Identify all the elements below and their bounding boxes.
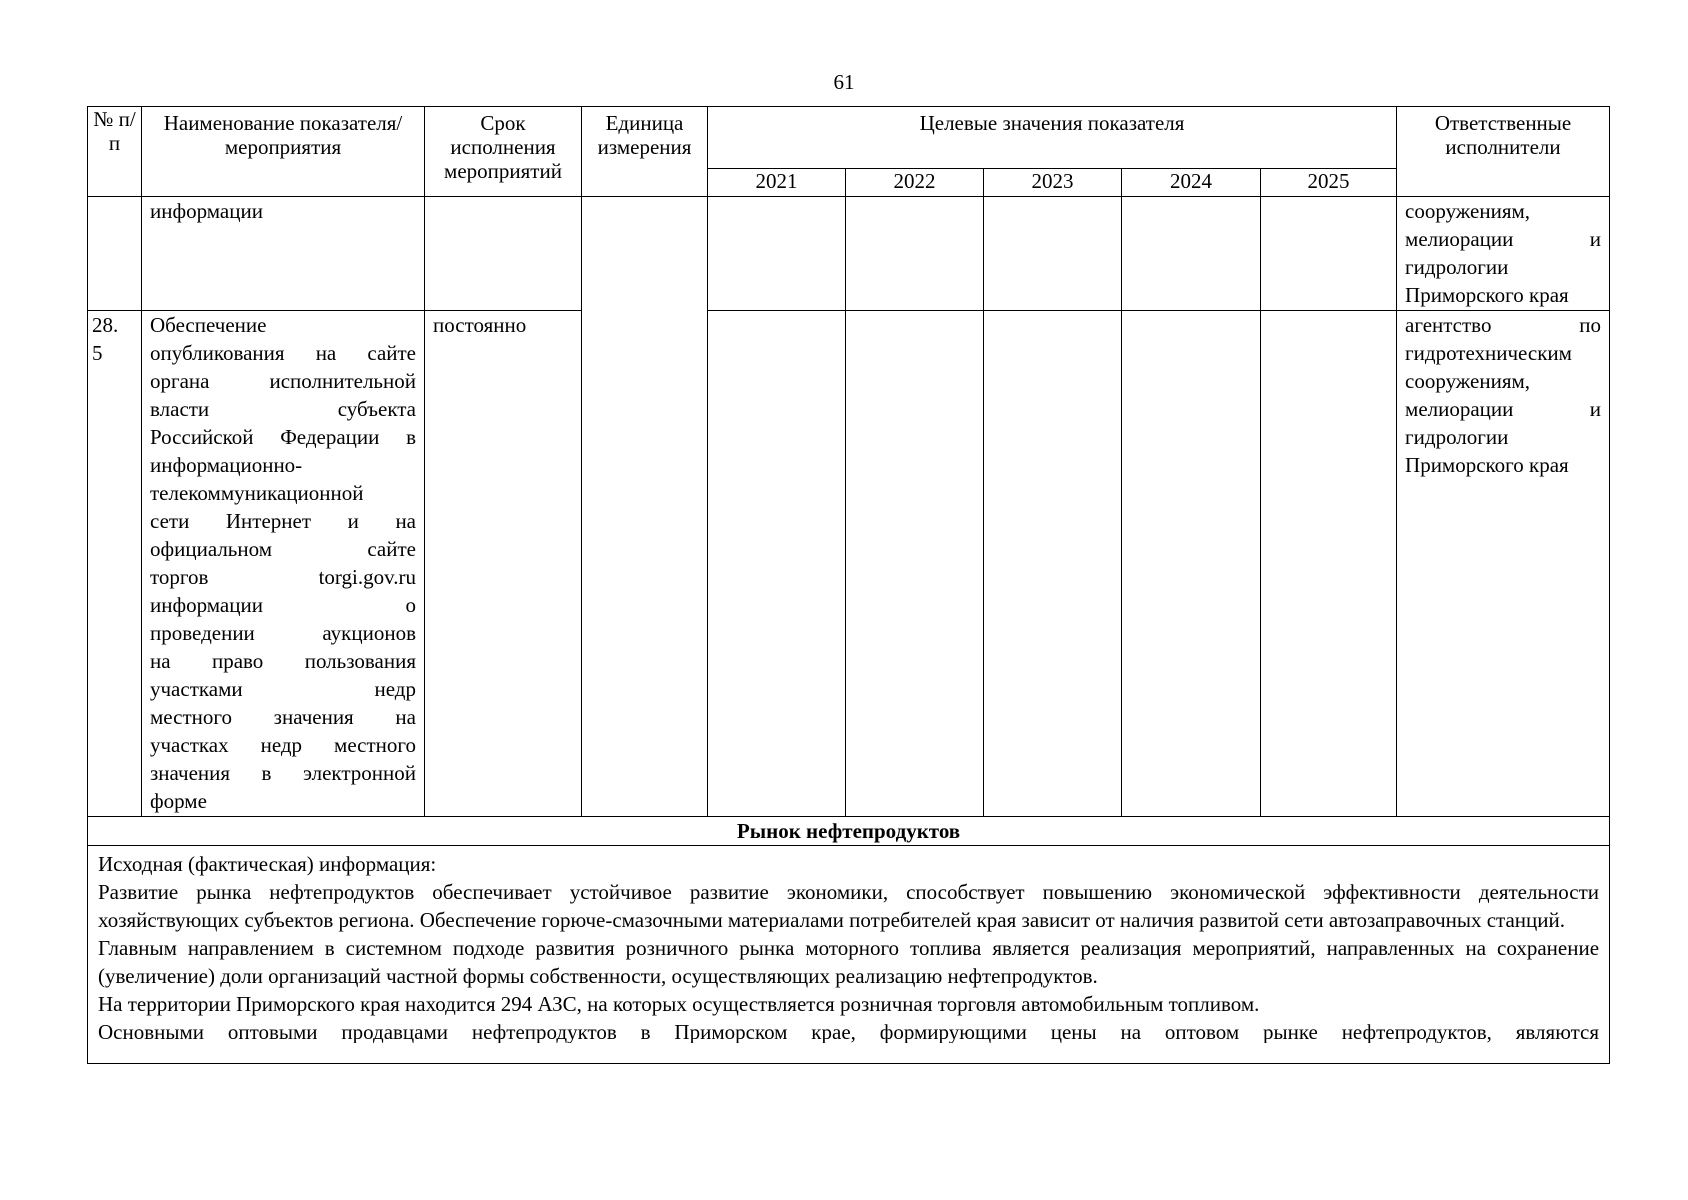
header-num: № п/п bbox=[88, 107, 142, 197]
row-num-line: 28. bbox=[92, 313, 119, 337]
responsible-line: Приморского края bbox=[1405, 283, 1569, 307]
header-year: 2022 bbox=[846, 169, 984, 197]
row-value-2022 bbox=[846, 197, 984, 311]
info-paragraph: Основными оптовыми продавцами нефтепродуктов в Приморском крае, формирующими цены на оптовом рынке нефтепродуктов, являются bbox=[98, 1020, 1600, 1043]
name-line: официальном сайте bbox=[150, 537, 416, 561]
name-line: Российской Федерации в bbox=[150, 425, 416, 449]
responsible-line: гидрологии bbox=[1405, 255, 1509, 279]
responsible-line: сооружениям, bbox=[1405, 369, 1531, 393]
responsible-line: гидрологии bbox=[1405, 425, 1509, 449]
name-line: информации о bbox=[150, 593, 416, 617]
responsible-line: сооружениям, bbox=[1405, 199, 1531, 223]
header-row bbox=[88, 107, 1610, 169]
responsible-line: мелиорации и bbox=[1405, 397, 1602, 421]
row-value-2023 bbox=[984, 197, 1122, 311]
header-year: 2024 bbox=[1122, 169, 1261, 197]
row-value-2024 bbox=[1122, 311, 1261, 817]
row-responsible bbox=[1397, 197, 1610, 311]
name-line: сети Интернет и на bbox=[150, 509, 416, 533]
name-line: местного значения на bbox=[150, 705, 416, 729]
row-value-2025 bbox=[1261, 311, 1397, 817]
row-value-2025 bbox=[1261, 197, 1397, 311]
header-term: Срок исполнения мероприятий bbox=[425, 107, 582, 197]
name-line: телекоммуникационной bbox=[150, 481, 364, 505]
header-year: 2023 bbox=[984, 169, 1122, 197]
table-row bbox=[88, 311, 1610, 817]
name-line: участками недр bbox=[150, 677, 416, 701]
responsible-line: мелиорации и bbox=[1405, 227, 1602, 251]
name-line: на право пользования bbox=[150, 649, 416, 673]
row-term bbox=[425, 197, 582, 311]
indicators-table bbox=[87, 106, 1610, 1064]
name-line: значения в электронной bbox=[150, 761, 416, 785]
header-responsible: Ответственные исполнители bbox=[1397, 107, 1610, 197]
section-header-row bbox=[88, 817, 1610, 846]
name-line: органа исполнительной bbox=[150, 369, 416, 393]
responsible-line: Приморского края bbox=[1405, 453, 1569, 477]
row-name: информации bbox=[142, 197, 425, 311]
row-unit bbox=[582, 197, 708, 817]
info-paragraph: На территории Приморского края находится 294 АЗС, на которых осуществляется розничная торговля автомобильным топливом. bbox=[98, 992, 1260, 1016]
section-info bbox=[88, 846, 1610, 1064]
header-year: 2021 bbox=[708, 169, 846, 197]
row-name bbox=[142, 311, 425, 817]
header-year: 2025 bbox=[1261, 169, 1397, 197]
name-line: информационно- bbox=[150, 453, 303, 477]
info-paragraph: Развитие рынка нефтепродуктов обеспечивает устойчивое развитие экономики, способствует повышению экономической эффективности деятельности хозяйствующих субъектов региона. Обеспечение горюче-смазочными материалами потребителей края зависит от наличия развитой сети автозаправочных станций. bbox=[98, 880, 1600, 932]
name-line: участках недр местного bbox=[150, 733, 416, 757]
responsible-line: гидротехническим bbox=[1405, 341, 1572, 365]
header-name: Наименование показателя/мероприятия bbox=[142, 107, 425, 197]
row-value-2021 bbox=[708, 311, 846, 817]
row-num bbox=[88, 311, 142, 817]
row-num bbox=[88, 197, 142, 311]
name-line: опубликования на сайте bbox=[150, 341, 416, 365]
row-num-line: 5 bbox=[92, 341, 103, 365]
row-value-2024 bbox=[1122, 197, 1261, 311]
name-line: Обеспечение bbox=[150, 313, 267, 337]
name-line: торгов torgi.gov.ru bbox=[150, 565, 416, 589]
name-line: власти субъекта bbox=[150, 397, 416, 421]
section-info-row bbox=[88, 846, 1610, 1064]
row-value-2021 bbox=[708, 197, 846, 311]
row-value-2023 bbox=[984, 311, 1122, 817]
row-value-2022 bbox=[846, 311, 984, 817]
name-line: проведении аукционов bbox=[150, 621, 416, 645]
responsible-line: агентство по bbox=[1405, 313, 1602, 337]
header-targets: Целевые значения показателя bbox=[708, 107, 1397, 169]
info-paragraph: Главным направлением в системном подходе развития розничного рынка моторного топлива является реализация мероприятий, направленных на сохранение (увеличение) доли организаций частной формы собственности, осуществляющих реализацию нефтепродуктов. bbox=[98, 936, 1600, 988]
name-line: форме bbox=[150, 789, 207, 813]
section-title: Рынок нефтепродуктов bbox=[88, 817, 1610, 846]
info-paragraph: Исходная (фактическая) информация: bbox=[98, 852, 437, 876]
page-number: 61 bbox=[833, 70, 855, 94]
table-row bbox=[88, 197, 1610, 311]
row-term: постоянно bbox=[425, 311, 582, 817]
header-unit: Единица измерения bbox=[582, 107, 708, 197]
row-responsible bbox=[1397, 311, 1610, 817]
